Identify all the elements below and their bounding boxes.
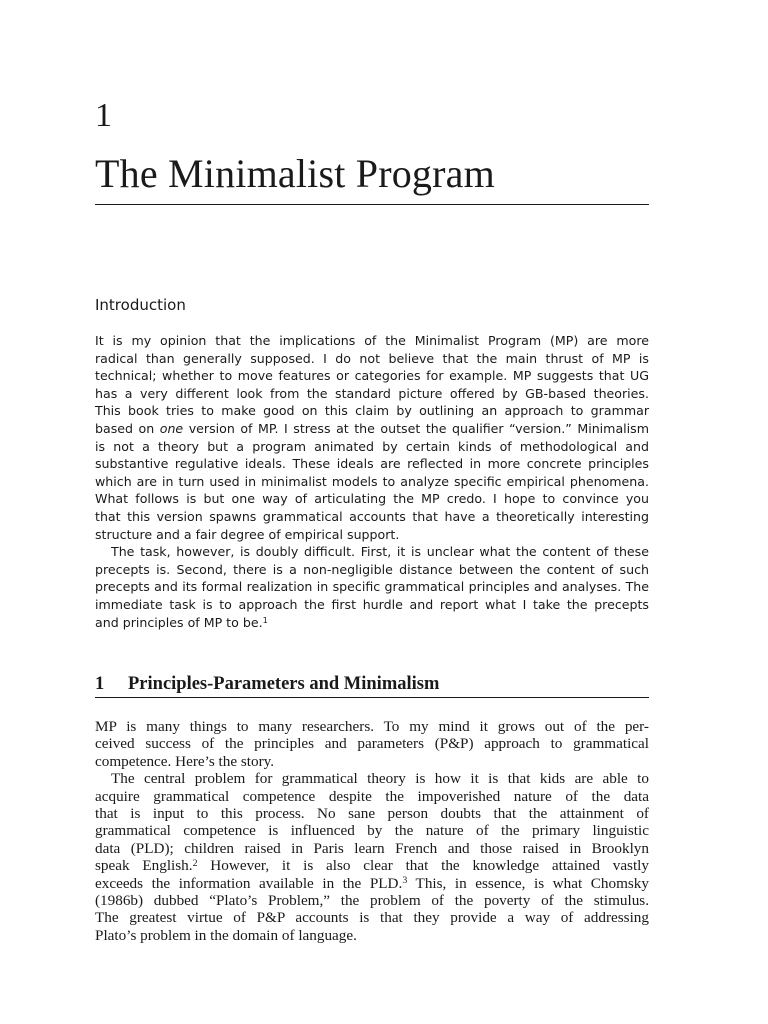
text-line xyxy=(95,420,649,438)
intro-paragraph-2 xyxy=(95,543,649,631)
text-line: immediate task is to approach the first hurdle and report what I take the precepts xyxy=(95,596,649,612)
footnote-marker-3[interactable]: 3 xyxy=(402,875,408,887)
text-line: data (PLD); children raised in Paris learn French and those raised in Brooklyn xyxy=(95,839,649,857)
intro-paragraph-1 xyxy=(95,332,649,543)
text-line xyxy=(95,857,649,874)
text-line: precepts and its formal realization in specific grammatical principles and analyses. The xyxy=(95,579,649,595)
section-title: Principles-Parameters and Minimalism xyxy=(128,674,440,694)
text-line: The greatest virtue of P&P accounts is that they provide a way of addressing xyxy=(95,909,649,927)
text-line xyxy=(95,875,649,892)
text-line: technical; whether to move features or categories for example. MP suggests that UG xyxy=(95,368,649,384)
section-paragraph-2 xyxy=(95,770,649,944)
section-heading xyxy=(95,672,649,696)
footnote-marker-2[interactable]: 2 xyxy=(192,857,198,869)
text-line: The task, however, is doubly difficult. First, it is unclear what the content of these xyxy=(111,544,649,560)
chapter-title: The Minimalist Program xyxy=(95,151,495,196)
text-line: that this version spawns grammatical accounts that have a theoretically interesting xyxy=(95,508,649,524)
text-line: acquire grammatical competence despite the impoverished nature of the data xyxy=(95,787,649,805)
text-line: precepts is. Second, there is a non-negligible distance between the content of such xyxy=(95,561,649,577)
introduction-body xyxy=(95,332,649,631)
text-run: based on xyxy=(95,420,160,436)
section-number: 1 xyxy=(95,674,105,694)
text-line: grammatical competence is influenced by the nature of the primary linguistic xyxy=(95,822,649,840)
chapter-number: 1 xyxy=(95,97,112,134)
text-line: What follows is but one way of articulating the MP credo. I hope to convince you xyxy=(95,491,649,507)
text-line: ceived success of the principles and parameters (P&P) approach to grammatical xyxy=(95,735,649,753)
text-run: speak English. xyxy=(95,857,193,875)
text-line: competence. Here’s the story. xyxy=(95,752,275,770)
text-line: radical than generally supposed. I do not believe that the main thrust of MP is xyxy=(95,350,649,366)
footnote-marker-1[interactable]: 1 xyxy=(262,614,268,625)
emphasis-one: one xyxy=(159,420,184,436)
section-paragraph-1 xyxy=(95,718,649,770)
text-line: that is input to this process. No sane person doubts that the attainment of xyxy=(95,804,649,822)
text-run: This, in essence, is what Chomsky xyxy=(407,874,649,892)
text-line: has a very different look from the standard picture offered by GB-based theories. xyxy=(95,385,649,401)
text-line: is not a theory but a program animated by certain kinds of methodological and xyxy=(95,438,649,454)
text-run: version of MP. I stress at the outset the qualifier “version.” Minimalism xyxy=(183,420,649,436)
chapter-title-rule xyxy=(95,204,649,205)
text-line: structure and a fair degree of empirical support. xyxy=(95,526,400,542)
text-line: substantive regulative ideals. These ideals are reflected in more concrete principles xyxy=(95,456,649,472)
text-run: and principles of MP to be. xyxy=(95,614,263,630)
introduction-heading: Introduction xyxy=(95,296,186,314)
section-heading-rule xyxy=(95,697,649,698)
text-line: This book tries to make good on this claim by outlining an approach to grammar xyxy=(95,403,649,419)
text-line: The central problem for grammatical theory is how it is that kids are able to xyxy=(111,770,649,788)
text-line xyxy=(95,614,649,632)
text-line: (1986b) dubbed “Plato’s Problem,” the problem of the poverty of the stimulus. xyxy=(95,891,649,909)
section-body xyxy=(95,718,649,944)
text-line: which are in turn used in minimalist models to analyze specific empirical phenomena. xyxy=(95,473,649,489)
text-run: However, it is also clear that the knowledge attained vastly xyxy=(197,857,649,875)
text-line: It is my opinion that the implications of the Minimalist Program (MP) are more xyxy=(95,333,649,348)
text-line: MP is many things to many researchers. To my mind it grows out of the per- xyxy=(95,718,649,735)
text-run: exceeds the information available in the PLD. xyxy=(95,874,403,892)
text-line: Plato’s problem in the domain of language. xyxy=(95,926,357,944)
